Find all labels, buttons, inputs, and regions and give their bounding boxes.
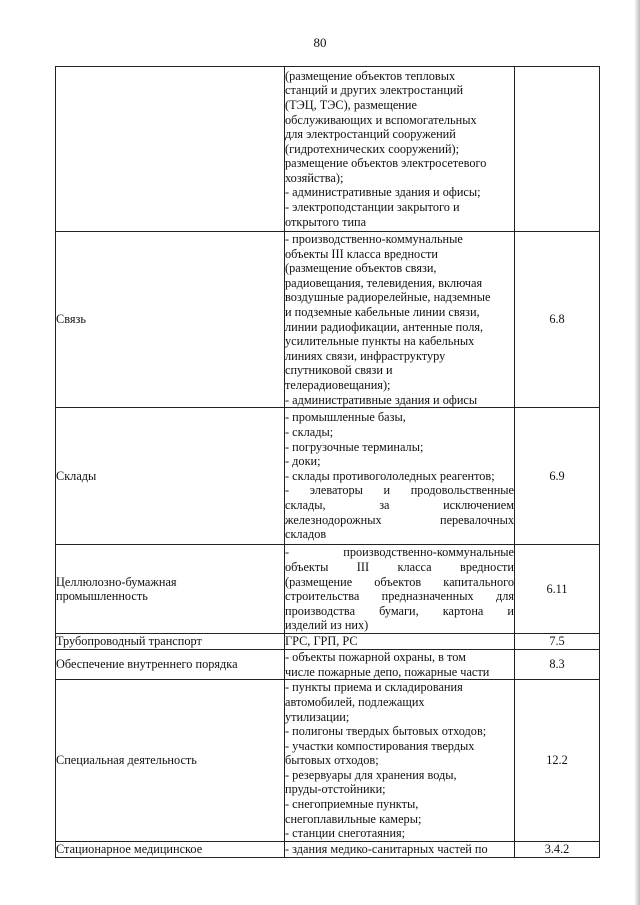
use-type-name: Склады xyxy=(56,468,97,483)
description-line: автомобилей, подлежащих xyxy=(285,694,425,709)
description-line: производства бумаги, картона и xyxy=(285,603,514,618)
permitted-objects-cell xyxy=(285,232,515,408)
description-line: (размещение объектов тепловых xyxy=(285,68,456,83)
description-line: бытовых отходов; xyxy=(285,753,379,768)
table-row xyxy=(56,408,600,545)
description-line: - полигоны твердых бытовых отходов; xyxy=(285,724,487,739)
description-line: - электроподстанции закрытого и xyxy=(285,200,460,215)
use-type-name: Трубопроводный транспорт xyxy=(56,634,202,649)
description-line: строительства предназначенных для xyxy=(285,589,514,604)
description-line: склады, за исключением xyxy=(285,498,514,513)
description-line: изделий из них) xyxy=(285,618,369,633)
description-line: - элеваторы и продовольственные xyxy=(285,483,514,498)
description-line: - производственно-коммунальные xyxy=(285,545,514,560)
description-line: - объекты пожарной охраны, в том xyxy=(285,650,466,665)
description-line: - административные здания и офисы; xyxy=(285,185,481,200)
table-row xyxy=(56,545,600,634)
use-type-cell xyxy=(56,680,285,842)
permitted-objects-cell xyxy=(285,545,515,634)
use-type-cell xyxy=(56,650,285,680)
classifier-code: 8.3 xyxy=(515,650,600,680)
use-type-cell xyxy=(56,634,285,650)
classifier-code: 6.9 xyxy=(515,408,600,545)
description-line: - склады противогололедных реагентов; xyxy=(285,468,495,483)
permitted-objects-cell xyxy=(285,680,515,842)
use-type-cell xyxy=(56,232,285,408)
description-line: - резервуары для хранения воды, xyxy=(285,767,457,782)
use-type-cell xyxy=(56,67,285,232)
table-body xyxy=(56,67,600,858)
use-type-name: Связь xyxy=(56,312,86,327)
description-line: - снегоприемные пункты, xyxy=(285,797,419,812)
description-line: станций и других электростанций xyxy=(285,83,464,98)
description-line: усилительные пункты на кабельных xyxy=(285,334,475,349)
description-line: для электростанций сооружений xyxy=(285,127,456,142)
description-line: железнодорожных перевалочных xyxy=(285,512,514,527)
description-line: линии радиофикации, антенные поля, xyxy=(285,319,484,334)
description-line: - пункты приема и складирования xyxy=(285,680,463,695)
description-line: объекты III класса вредности xyxy=(285,559,514,574)
description-line: - доки; xyxy=(285,454,321,469)
description-line: числе пожарные депо, пожарные части xyxy=(285,664,490,679)
page-number: 80 xyxy=(313,35,327,50)
permitted-objects-cell xyxy=(285,67,515,232)
use-type-cell xyxy=(56,841,285,857)
description-line: (гидротехнических сооружений); xyxy=(285,141,460,156)
permitted-objects-cell xyxy=(285,841,515,857)
table-row xyxy=(56,67,600,232)
description-line: - склады; xyxy=(285,425,334,440)
description-line: (размещение объектов связи, xyxy=(285,261,437,276)
use-type-name: промышленность xyxy=(56,589,148,604)
description-line: ГРС, ГРП, РС xyxy=(285,634,358,649)
table-row xyxy=(56,841,600,857)
description-line: снегоплавильные камеры; xyxy=(285,811,422,826)
description-line: размещение объектов электросетевого xyxy=(285,156,487,171)
description-line: телерадиовещания); xyxy=(285,377,391,392)
table-row xyxy=(56,634,600,650)
use-type-cell xyxy=(56,408,285,545)
description-line: - административные здания и офисы xyxy=(285,392,478,407)
description-line: - производственно-коммунальные xyxy=(285,232,463,246)
description-line: хозяйства); xyxy=(285,170,344,185)
description-line: воздушные радиорелейные, надземные xyxy=(285,290,491,305)
classifier-code xyxy=(515,67,600,232)
description-line: - промышленные базы, xyxy=(285,410,406,425)
description-line: - погрузочные терминалы; xyxy=(285,439,424,454)
description-line: и подземные кабельные линии связи, xyxy=(285,304,480,319)
classifier-code: 3.4.2 xyxy=(515,841,600,857)
use-type-name: Обеспечение внутреннего порядка xyxy=(56,657,238,672)
description-line: обслуживающих и вспомогательных xyxy=(285,112,477,127)
description-line: складов xyxy=(285,527,327,542)
description-line: - станции снеготаяния; xyxy=(285,826,406,841)
table-row xyxy=(56,232,600,408)
land-use-table xyxy=(55,66,600,858)
description-line: - здания медико-санитарных частей по xyxy=(285,842,488,857)
description-line: (размещение объектов капитального xyxy=(285,574,514,589)
description-line: - участки компостирования твердых xyxy=(285,738,475,753)
table-row xyxy=(56,650,600,680)
description-line: открытого типа xyxy=(285,214,367,229)
classifier-code: 6.11 xyxy=(515,545,600,634)
description-line: утилизации; xyxy=(285,709,350,724)
permitted-objects-cell xyxy=(285,634,515,650)
scan-edge-shadow xyxy=(634,0,640,905)
classifier-code: 6.8 xyxy=(515,232,600,408)
table-row xyxy=(56,680,600,842)
permitted-objects-cell xyxy=(285,650,515,680)
classifier-code: 7.5 xyxy=(515,634,600,650)
description-line: объекты III класса вредности xyxy=(285,246,438,261)
use-type-name: Стационарное медицинское xyxy=(56,842,203,857)
description-line: спутниковой связи и xyxy=(285,363,393,378)
use-type-name: Целлюлозно-бумажная xyxy=(56,574,177,589)
description-line: пруды-отстойники; xyxy=(285,782,386,797)
use-type-cell xyxy=(56,545,285,634)
classifier-code: 12.2 xyxy=(515,680,600,842)
description-line: (ТЭЦ, ТЭС), размещение xyxy=(285,97,417,112)
permitted-objects-cell xyxy=(285,408,515,545)
description-line: линиях связи, инфраструктуру xyxy=(285,348,446,363)
use-type-name: Специальная деятельность xyxy=(56,753,197,768)
description-line: радиовещания, телевидения, включая xyxy=(285,275,483,290)
